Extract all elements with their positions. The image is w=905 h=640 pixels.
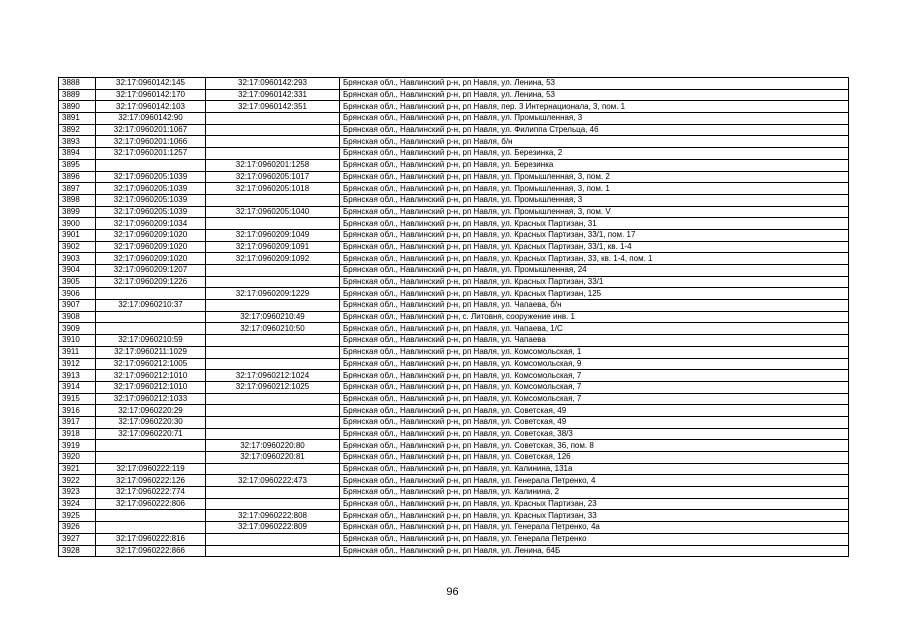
row-number-cell: 3917	[59, 416, 96, 428]
table-row	[59, 452, 849, 464]
page-number: 96	[446, 586, 459, 598]
address-cell: Брянская обл., Навлинский р-н, рп Навля, ул. Советская, 49	[340, 416, 849, 428]
cadastral-number-object-cell	[206, 124, 340, 136]
table-row	[59, 148, 849, 160]
table-row	[59, 78, 849, 90]
cadastral-number-land-cell: 32:17:0960209:1020	[96, 229, 206, 241]
cadastral-number-object-cell	[206, 498, 340, 510]
row-number-cell: 3906	[59, 288, 96, 300]
table-row	[59, 370, 849, 382]
row-number-cell: 3894	[59, 148, 96, 160]
cadastral-number-object-cell	[206, 416, 340, 428]
table-row	[59, 416, 849, 428]
table-row	[59, 335, 849, 347]
cadastral-number-object-cell: 32:17:0960209:1091	[206, 241, 340, 253]
cadastral-number-land-cell	[96, 159, 206, 171]
cadastral-number-object-cell	[206, 300, 340, 312]
cadastral-number-object-cell	[206, 533, 340, 545]
row-number-cell: 3896	[59, 171, 96, 183]
cadastral-number-object-cell	[206, 405, 340, 417]
cadastral-number-land-cell: 32:17:0960222:126	[96, 475, 206, 487]
row-number-cell: 3901	[59, 229, 96, 241]
cadastral-number-land-cell: 32:17:0960142:170	[96, 89, 206, 101]
cadastral-number-object-cell: 32:17:0960209:1229	[206, 288, 340, 300]
row-number-cell: 3914	[59, 381, 96, 393]
cadastral-number-object-cell: 32:17:0960220:80	[206, 440, 340, 452]
table-row	[59, 475, 849, 487]
table-row	[59, 533, 849, 545]
cadastral-number-land-cell	[96, 440, 206, 452]
cadastral-number-land-cell: 32:17:0960220:71	[96, 428, 206, 440]
cadastral-number-object-cell	[206, 358, 340, 370]
row-number-cell: 3902	[59, 241, 96, 253]
cadastral-number-object-cell	[206, 148, 340, 160]
cadastral-number-object-cell	[206, 276, 340, 288]
cadastral-number-land-cell: 32:17:0960209:1034	[96, 218, 206, 230]
row-number-cell: 3903	[59, 253, 96, 265]
cadastral-number-object-cell	[206, 194, 340, 206]
cadastral-number-land-cell: 32:17:0960212:1010	[96, 370, 206, 382]
cadastral-number-land-cell: 32:17:0960209:1226	[96, 276, 206, 288]
cadastral-number-object-cell	[206, 545, 340, 557]
table-row	[59, 428, 849, 440]
cadastral-number-object-cell: 32:17:0960142:351	[206, 101, 340, 113]
address-cell: Брянская обл., Навлинский р-н, рп Навля, пер. 3 Интернационала, 3, пом. 1	[340, 101, 849, 113]
table-row	[59, 498, 849, 510]
table-row	[59, 393, 849, 405]
row-number-cell: 3892	[59, 124, 96, 136]
row-number-cell: 3899	[59, 206, 96, 218]
cadastral-number-object-cell: 32:17:0960212:1024	[206, 370, 340, 382]
cadastral-number-land-cell: 32:17:0960205:1039	[96, 206, 206, 218]
row-number-cell: 3910	[59, 335, 96, 347]
row-number-cell: 3905	[59, 276, 96, 288]
table-row	[59, 522, 849, 534]
address-cell: Брянская обл., Навлинский р-н, рп Навля, ул. Калинина, 131а	[340, 463, 849, 475]
cadastral-number-object-cell: 32:17:0960210:50	[206, 323, 340, 335]
cadastral-number-land-cell	[96, 323, 206, 335]
row-number-cell: 3925	[59, 510, 96, 522]
cadastral-number-object-cell	[206, 136, 340, 148]
address-cell: Брянская обл., Навлинский р-н, рп Навля, ул. Комсомольская, 7	[340, 393, 849, 405]
address-cell: Брянская обл., Навлинский р-н, рп Навля, ул. Чапаева, б/н	[340, 300, 849, 312]
address-cell: Брянская обл., Навлинский р-н, рп Навля, ул. Калинина, 2	[340, 487, 849, 499]
cadastral-number-object-cell: 32:17:0960210:49	[206, 311, 340, 323]
table-row	[59, 288, 849, 300]
table-row	[59, 159, 849, 171]
cadastral-number-land-cell: 32:17:0960142:103	[96, 101, 206, 113]
address-cell: Брянская обл., Навлинский р-н, рп Навля, ул. Ленина, 64Б	[340, 545, 849, 557]
address-cell: Брянская обл., Навлинский р-н, рп Навля, ул. Советская, 49	[340, 405, 849, 417]
row-number-cell: 3895	[59, 159, 96, 171]
cadastral-number-land-cell: 32:17:0960209:1207	[96, 265, 206, 277]
table-row	[59, 194, 849, 206]
cadastral-number-land-cell: 32:17:0960205:1039	[96, 183, 206, 195]
cadastral-table	[58, 77, 849, 557]
cadastral-number-land-cell: 32:17:0960222:866	[96, 545, 206, 557]
cadastral-number-object-cell: 32:17:0960205:1040	[206, 206, 340, 218]
cadastral-number-land-cell	[96, 510, 206, 522]
table-body	[59, 78, 849, 557]
cadastral-number-land-cell: 32:17:0960222:806	[96, 498, 206, 510]
row-number-cell: 3898	[59, 194, 96, 206]
address-cell: Брянская обл., Навлинский р-н, рп Навля, ул. Промышленная, 3, пом. 2	[340, 171, 849, 183]
address-cell: Брянская обл., Навлинский р-н, рп Навля, ул. Березинка	[340, 159, 849, 171]
row-number-cell: 3916	[59, 405, 96, 417]
cadastral-number-land-cell: 32:17:0960201:1066	[96, 136, 206, 148]
table-row	[59, 218, 849, 230]
row-number-cell: 3908	[59, 311, 96, 323]
row-number-cell: 3928	[59, 545, 96, 557]
table-row	[59, 241, 849, 253]
cadastral-number-object-cell	[206, 113, 340, 125]
table-row	[59, 463, 849, 475]
address-cell: Брянская обл., Навлинский р-н, рп Навля, ул. Комсомольская, 9	[340, 358, 849, 370]
cadastral-number-object-cell: 32:17:0960209:1049	[206, 229, 340, 241]
row-number-cell: 3920	[59, 452, 96, 464]
row-number-cell: 3890	[59, 101, 96, 113]
cadastral-number-land-cell	[96, 311, 206, 323]
row-number-cell: 3909	[59, 323, 96, 335]
row-number-cell: 3915	[59, 393, 96, 405]
cadastral-number-land-cell: 32:17:0960220:30	[96, 416, 206, 428]
cadastral-number-object-cell	[206, 265, 340, 277]
address-cell: Брянская обл., Навлинский р-н, рп Навля, ул. Генерала Петренко, 4а	[340, 522, 849, 534]
table-row	[59, 113, 849, 125]
table-row	[59, 545, 849, 557]
cadastral-number-land-cell: 32:17:0960220:29	[96, 405, 206, 417]
cadastral-number-object-cell: 32:17:0960220:81	[206, 452, 340, 464]
address-cell: Брянская обл., Навлинский р-н, рп Навля, ул. Красных Партизан, 125	[340, 288, 849, 300]
row-number-cell: 3893	[59, 136, 96, 148]
cadastral-number-land-cell	[96, 288, 206, 300]
address-cell: Брянская обл., Навлинский р-н, рп Навля, ул. Комсомольская, 7	[340, 370, 849, 382]
address-cell: Брянская обл., Навлинский р-н, рп Навля, ул. Красных Партизан, 33/1, пом. 17	[340, 229, 849, 241]
table-row	[59, 346, 849, 358]
row-number-cell: 3927	[59, 533, 96, 545]
row-number-cell: 3911	[59, 346, 96, 358]
table-row	[59, 124, 849, 136]
address-cell: Брянская обл., Навлинский р-н, рп Навля, ул. Красных Партизан, 33/1	[340, 276, 849, 288]
cadastral-number-land-cell: 32:17:0960142:90	[96, 113, 206, 125]
cadastral-number-land-cell: 32:17:0960212:1033	[96, 393, 206, 405]
address-cell: Брянская обл., Навлинский р-н, рп Навля, ул. Чапаева, 1/С	[340, 323, 849, 335]
cadastral-number-object-cell: 32:17:0960222:808	[206, 510, 340, 522]
cadastral-number-land-cell: 32:17:0960142:145	[96, 78, 206, 90]
row-number-cell: 3897	[59, 183, 96, 195]
address-cell: Брянская обл., Навлинский р-н, рп Навля, ул. Красных Партизан, 33/1, кв. 1-4	[340, 241, 849, 253]
cadastral-number-land-cell: 32:17:0960210:37	[96, 300, 206, 312]
table-row	[59, 405, 849, 417]
table-row	[59, 136, 849, 148]
cadastral-number-object-cell: 32:17:0960212:1025	[206, 381, 340, 393]
table-row	[59, 300, 849, 312]
cadastral-number-object-cell: 32:17:0960205:1018	[206, 183, 340, 195]
row-number-cell: 3912	[59, 358, 96, 370]
cadastral-number-object-cell: 32:17:0960142:331	[206, 89, 340, 101]
address-cell: Брянская обл., Навлинский р-н, рп Навля, ул. Красных Партизан, 23	[340, 498, 849, 510]
cadastral-number-land-cell: 32:17:0960205:1039	[96, 194, 206, 206]
cadastral-number-land-cell: 32:17:0960209:1020	[96, 241, 206, 253]
table-row	[59, 487, 849, 499]
address-cell: Брянская обл., Навлинский р-н, рп Навля, ул. Генерала Петренко	[340, 533, 849, 545]
cadastral-number-object-cell: 32:17:0960209:1092	[206, 253, 340, 265]
address-cell: Брянская обл., Навлинский р-н, рп Навля, ул. Промышленная, 3	[340, 194, 849, 206]
cadastral-number-object-cell: 32:17:0960201:1258	[206, 159, 340, 171]
table-row	[59, 89, 849, 101]
address-cell: Брянская обл., Навлинский р-н, рп Навля, ул. Чапаева	[340, 335, 849, 347]
row-number-cell: 3921	[59, 463, 96, 475]
address-cell: Брянская обл., Навлинский р-н, рп Навля, ул. Ленина, 53	[340, 89, 849, 101]
cadastral-number-land-cell: 32:17:0960209:1020	[96, 253, 206, 265]
address-cell: Брянская обл., Навлинский р-н, рп Навля, ул. Промышленная, 24	[340, 265, 849, 277]
cadastral-number-object-cell: 32:17:0960222:473	[206, 475, 340, 487]
address-cell: Брянская обл., Навлинский р-н, рп Навля, ул. Советская, 36, пом. 8	[340, 440, 849, 452]
table-row	[59, 510, 849, 522]
row-number-cell: 3924	[59, 498, 96, 510]
address-cell: Брянская обл., Навлинский р-н, рп Навля, ул. Генерала Петренко, 4	[340, 475, 849, 487]
cadastral-number-object-cell	[206, 346, 340, 358]
address-cell: Брянская обл., Навлинский р-н, рп Навля, ул. Красных Партизан, 33	[340, 510, 849, 522]
cadastral-number-land-cell: 32:17:0960201:1067	[96, 124, 206, 136]
address-cell: Брянская обл., Навлинский р-н, рп Навля, ул. Ленина, 53	[340, 78, 849, 90]
table-row	[59, 358, 849, 370]
row-number-cell: 3907	[59, 300, 96, 312]
row-number-cell: 3889	[59, 89, 96, 101]
table-row	[59, 265, 849, 277]
cadastral-number-land-cell: 32:17:0960210:59	[96, 335, 206, 347]
table-row	[59, 440, 849, 452]
address-cell: Брянская обл., Навлинский р-н, рп Навля, ул. Комсомольская, 7	[340, 381, 849, 393]
cadastral-number-land-cell: 32:17:0960211:1029	[96, 346, 206, 358]
address-cell: Брянская обл., Навлинский р-н, рп Навля, ул. Березинка, 2	[340, 148, 849, 160]
table-row	[59, 276, 849, 288]
table-row	[59, 323, 849, 335]
row-number-cell: 3888	[59, 78, 96, 90]
row-number-cell: 3913	[59, 370, 96, 382]
cadastral-number-object-cell	[206, 335, 340, 347]
table-row	[59, 171, 849, 183]
cadastral-number-land-cell: 32:17:0960201:1257	[96, 148, 206, 160]
cadastral-number-object-cell	[206, 463, 340, 475]
table-row	[59, 229, 849, 241]
address-cell: Брянская обл., Навлинский р-н, рп Навля, ул. Советская, 126	[340, 452, 849, 464]
row-number-cell: 3922	[59, 475, 96, 487]
cadastral-number-object-cell: 32:17:0960222:809	[206, 522, 340, 534]
row-number-cell: 3919	[59, 440, 96, 452]
address-cell: Брянская обл., Навлинский р-н, рп Навля, ул. Красных Партизан, 31	[340, 218, 849, 230]
cadastral-number-land-cell: 32:17:0960222:774	[96, 487, 206, 499]
row-number-cell: 3900	[59, 218, 96, 230]
cadastral-number-land-cell: 32:17:0960212:1010	[96, 381, 206, 393]
table-row	[59, 183, 849, 195]
row-number-cell: 3926	[59, 522, 96, 534]
table-row	[59, 253, 849, 265]
table-row	[59, 381, 849, 393]
address-cell: Брянская обл., Навлинский р-н, рп Навля, ул. Филиппа Стрельца, 46	[340, 124, 849, 136]
row-number-cell: 3891	[59, 113, 96, 125]
cadastral-number-land-cell: 32:17:0960212:1005	[96, 358, 206, 370]
cadastral-number-object-cell	[206, 393, 340, 405]
table-row	[59, 206, 849, 218]
cadastral-number-object-cell	[206, 428, 340, 440]
cadastral-number-object-cell	[206, 218, 340, 230]
address-cell: Брянская обл., Навлинский р-н, рп Навля, ул. Красных Партизан, 33, кв. 1-4, пом. 1	[340, 253, 849, 265]
cadastral-number-land-cell: 32:17:0960205:1039	[96, 171, 206, 183]
row-number-cell: 3918	[59, 428, 96, 440]
cadastral-number-land-cell: 32:17:0960222:119	[96, 463, 206, 475]
table-row	[59, 311, 849, 323]
cadastral-number-object-cell: 32:17:0960142:293	[206, 78, 340, 90]
cadastral-number-land-cell	[96, 452, 206, 464]
row-number-cell: 3904	[59, 265, 96, 277]
cadastral-number-object-cell	[206, 487, 340, 499]
table-row	[59, 101, 849, 113]
address-cell: Брянская обл., Навлинский р-н, рп Навля, б/н	[340, 136, 849, 148]
cadastral-number-land-cell: 32:17:0960222:816	[96, 533, 206, 545]
address-cell: Брянская обл., Навлинский р-н, с. Литовня, сооружение инв. 1	[340, 311, 849, 323]
cadastral-number-land-cell	[96, 522, 206, 534]
row-number-cell: 3923	[59, 487, 96, 499]
address-cell: Брянская обл., Навлинский р-н, рп Навля, ул. Промышленная, 3, пом. 1	[340, 183, 849, 195]
cadastral-number-object-cell: 32:17:0960205:1017	[206, 171, 340, 183]
address-cell: Брянская обл., Навлинский р-н, рп Навля, ул. Советская, 38/3	[340, 428, 849, 440]
address-cell: Брянская обл., Навлинский р-н, рп Навля, ул. Комсомольская, 1	[340, 346, 849, 358]
address-cell: Брянская обл., Навлинский р-н, рп Навля, ул. Промышленная, 3	[340, 113, 849, 125]
address-cell: Брянская обл., Навлинский р-н, рп Навля, ул. Промышленная, 3, пом. V	[340, 206, 849, 218]
